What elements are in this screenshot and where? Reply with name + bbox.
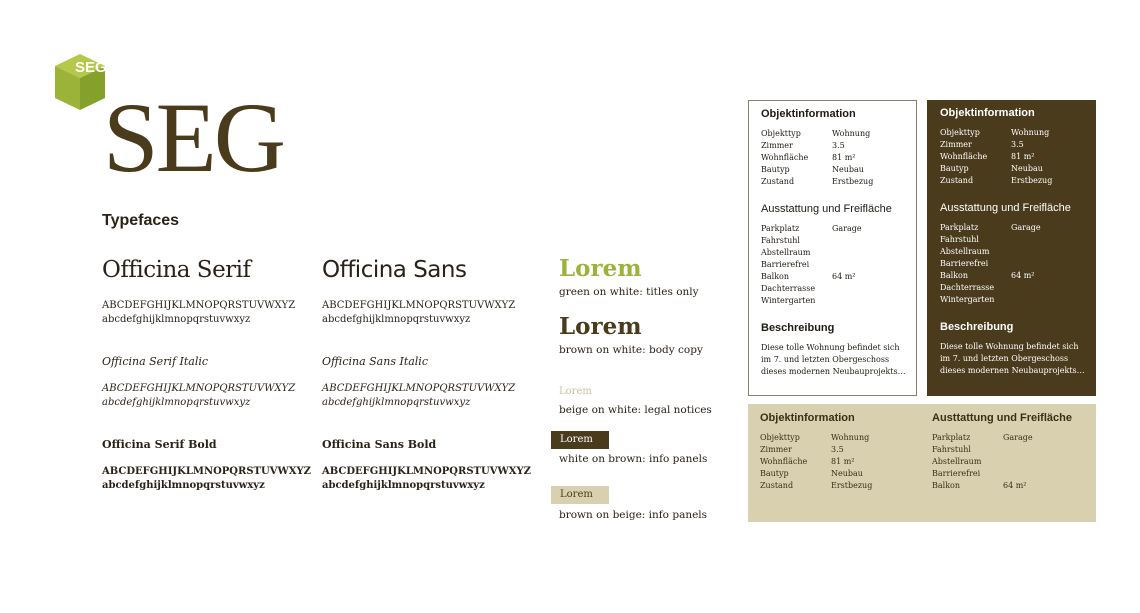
list-item: Zustand Erstbezug (940, 176, 1053, 185)
list-item: Parkplatz Garage (940, 223, 1041, 232)
panel-title: Objektinformation (761, 108, 856, 120)
description-title: Beschreibung (940, 321, 1014, 333)
list-item: Dachterrasse (761, 284, 816, 293)
facts-list (761, 128, 904, 188)
serif-italic-name: Officina Serif Italic (102, 355, 209, 368)
serif-bold-name: Officina Serif Bold (102, 438, 217, 451)
list-item: Abstellraum (761, 248, 811, 257)
list-item: Barrierefrei (940, 259, 989, 268)
list-item: Zimmer 3.5 (760, 445, 844, 454)
seg-cube-logo (52, 52, 108, 114)
sample-brown-on-beige-chip: Lorem (551, 486, 609, 504)
panel-title: Objektinformation (760, 412, 855, 424)
amenities-list (761, 223, 904, 307)
amenities-list (932, 432, 1072, 492)
sans-bold-lower: abcdefghijklmnopqrstuvwxyz (322, 480, 485, 491)
beige-amenities-column (932, 412, 1072, 492)
list-item: Objekttyp Wohnung (760, 433, 870, 442)
description-title: Beschreibung (761, 322, 835, 334)
list-item: Fahrstuhl (761, 236, 800, 245)
facts-list (940, 127, 1083, 187)
serif-upper: ABCDEFGHIJKLMNOPQRSTUVWXYZ (102, 300, 296, 311)
serif-italic-lower: abcdefghijklmnopqrstuvwxyz (102, 397, 251, 408)
list-item: Balkon 64 m² (940, 271, 1035, 280)
sample-green-title: Lorem (559, 255, 642, 282)
sample-brown-on-beige-caption: brown on beige: info panels (559, 509, 708, 521)
panel-title: Objektinformation (940, 107, 1035, 119)
amenities-title: Austtattung und Freifläche (932, 412, 1072, 424)
list-item: Zustand Erstbezug (760, 481, 873, 490)
typefaces-heading: Typefaces (102, 212, 180, 229)
serif-italic-upper: ABCDEFGHIJKLMNOPQRSTUVWXYZ (102, 383, 296, 394)
list-item: Wohnfläche 81 m² (940, 152, 1035, 161)
logo-wordmark: SEG (103, 82, 283, 193)
sans-italic-lower: abcdefghijklmnopqrstuvwxyz (322, 397, 471, 408)
list-item: Wohnfläche 81 m² (760, 457, 855, 466)
serif-bold-upper: ABCDEFGHIJKLMNOPQRSTUVWXYZ (102, 466, 311, 477)
sample-green-caption: green on white: titles only (559, 286, 699, 298)
sample-brown-caption: brown on white: body copy (559, 344, 703, 356)
sans-bold-name: Officina Sans Bold (322, 438, 437, 451)
list-item: Wintergarten (940, 295, 995, 304)
list-item: Fahrstuhl (932, 445, 971, 454)
list-item: Abstellraum (932, 457, 982, 466)
list-item: Bautyp Neubau (940, 164, 1043, 173)
info-panel-white (748, 100, 917, 396)
list-item: Parkplatz Garage (761, 224, 862, 233)
sans-italic-upper: ABCDEFGHIJKLMNOPQRSTUVWXYZ (322, 383, 516, 394)
typeface-serif-name: Officina Serif (102, 257, 251, 283)
sans-bold-upper: ABCDEFGHIJKLMNOPQRSTUVWXYZ (322, 466, 531, 477)
list-item: Bautyp Neubau (760, 469, 863, 478)
sample-beige-caption: beige on white: legal notices (559, 404, 712, 416)
typeface-sans-name: Officina Sans (322, 257, 467, 283)
sans-upper: ABCDEFGHIJKLMNOPQRSTUVWXYZ (322, 300, 516, 311)
list-item: Balkon 64 m² (761, 272, 856, 281)
serif-lower: abcdefghijklmnopqrstuvwxyz (102, 314, 251, 325)
list-item: Fahrstuhl (940, 235, 979, 244)
amenities-title: Ausstattung und Freifläche (761, 203, 892, 215)
list-item: Barrierefrei (761, 260, 810, 269)
list-item: Balkon 64 m² (932, 481, 1027, 490)
info-panel-brown (927, 100, 1096, 396)
list-item: Zimmer 3.5 (940, 140, 1024, 149)
sample-white-on-brown-caption: white on brown: info panels (559, 453, 708, 465)
typeface-serif-block (102, 256, 312, 493)
list-item: Objekttyp Wohnung (761, 129, 871, 138)
list-item: Bautyp Neubau (761, 165, 864, 174)
amenities-title: Ausstattung und Freifläche (940, 202, 1071, 214)
list-item: Abstellraum (940, 247, 990, 256)
typeface-sans-block (322, 256, 532, 493)
list-item: Zimmer 3.5 (761, 141, 845, 150)
list-item: Wohnfläche 81 m² (761, 153, 856, 162)
info-panel-beige (748, 404, 1096, 522)
description-text: Diese tolle Wohnung befindet sich im 7. und letzten Obergeschoss dieses modernen Neubauprojekts… (761, 343, 906, 376)
sample-white-on-brown-chip: Lorem (551, 431, 609, 449)
sample-brown-title: Lorem (559, 313, 642, 340)
facts-list (760, 432, 872, 492)
sans-italic-name: Officina Sans Italic (322, 355, 428, 368)
sans-lower: abcdefghijklmnopqrstuvwxyz (322, 314, 471, 325)
list-item: Barrierefrei (932, 469, 981, 478)
amenities-list (940, 222, 1083, 306)
list-item: Objekttyp Wohnung (940, 128, 1050, 137)
list-item: Dachterrasse (940, 283, 995, 292)
serif-bold-lower: abcdefghijklmnopqrstuvwxyz (102, 480, 265, 491)
list-item: Zustand Erstbezug (761, 177, 874, 186)
list-item: Wintergarten (761, 296, 816, 305)
sample-beige-word: Lorem (559, 386, 592, 397)
beige-facts-column (760, 412, 872, 492)
description-text: Diese tolle Wohnung befindet sich im 7. und letzten Obergeschoss dieses modernen Neubauprojekts… (940, 342, 1085, 375)
list-item: Parkplatz Garage (932, 433, 1033, 442)
logo-mark-text: SEG (75, 59, 107, 76)
